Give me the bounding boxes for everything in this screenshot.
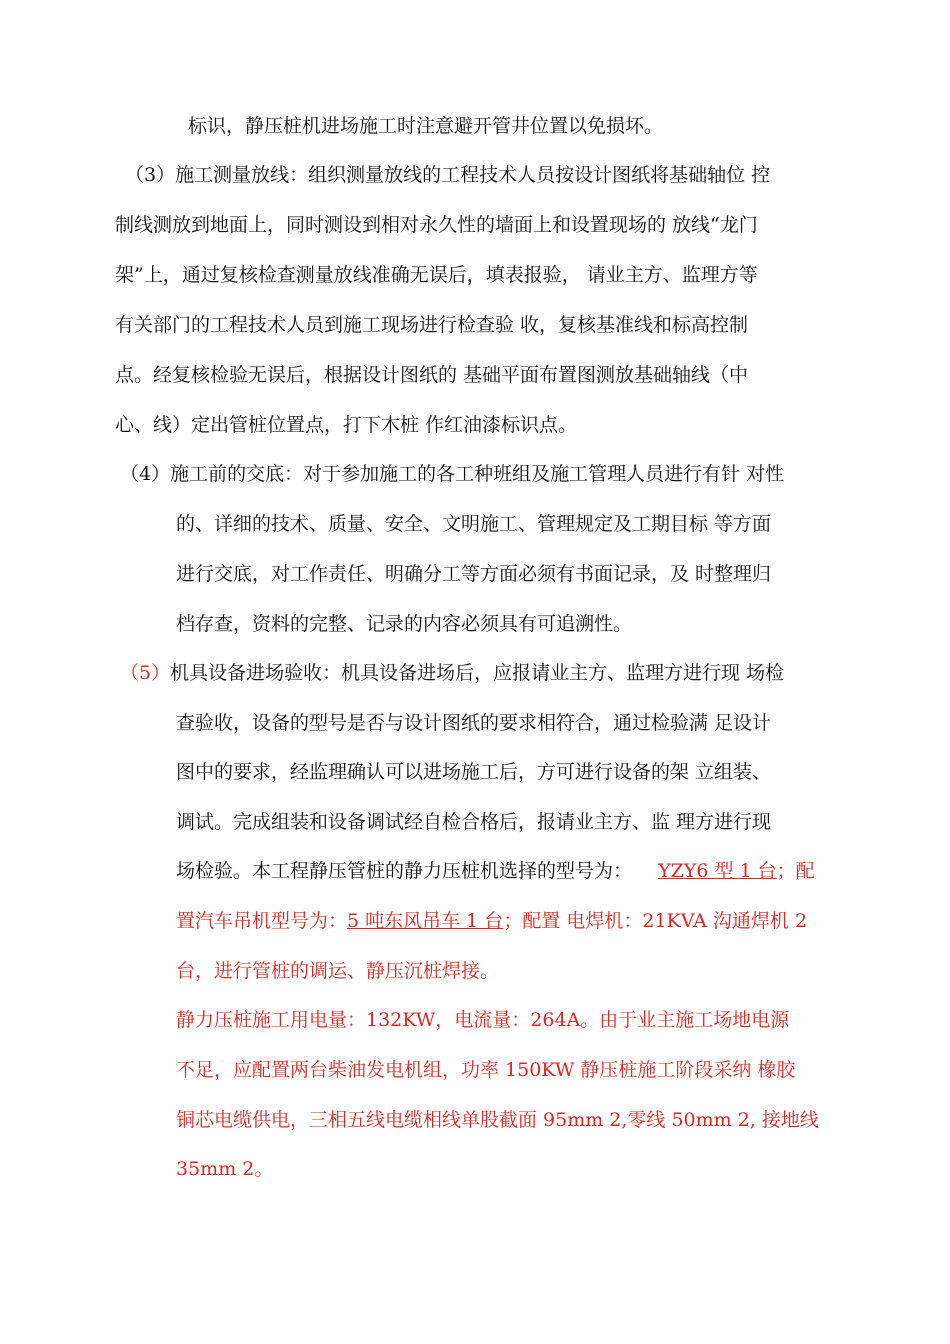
text-run: ；配置 电焊机：21KVA 沟通焊机 2 bbox=[503, 910, 808, 932]
text-line: 制线测放到地面上，同时测设到相对永久性的墙面上和设置现场的 放线“龙门 bbox=[115, 214, 758, 236]
text-line bbox=[176, 908, 807, 934]
text-line: 心、线）定出管桩位置点，打下木桩 作红油漆标识点。 bbox=[115, 414, 578, 436]
text-run: 机具设备进场验收：机具设备进场后，应报请业主方、监理方进行现 场检 bbox=[170, 662, 785, 684]
text-line: 不足，应配置两台柴油发电机组，功率 150KW 静压桩施工阶段采纳 橡胶 bbox=[176, 1059, 796, 1081]
text-line bbox=[176, 858, 815, 884]
text-line: 查验收，设备的型号是否与设计图纸的要求相符合，通过检验满 足设计 bbox=[176, 712, 772, 734]
text-line: （4）施工前的交底：对于参加施工的各工种班组及施工管理人员进行有针 对性 bbox=[120, 463, 785, 485]
pile-machine-model: YZY6 型 1 台 bbox=[658, 860, 777, 882]
text-run: 场检验。本工程静压管桩的静力压桩机选择的型号为： bbox=[176, 860, 633, 882]
text-line: （3）施工测量放线：组织测量放线的工程技术人员按设计图纸将基础轴位 控 bbox=[125, 164, 771, 186]
text-line: 铜芯电缆供电，三相五线电缆相线单股截面 95mm 2,零线 50mm 2, 接地线 bbox=[176, 1109, 819, 1131]
text-line: 调试。完成组装和设备调试经自检合格后，报请业主方、监 理方进行现 bbox=[176, 811, 772, 833]
text-line: 档存查，资料的完整、记录的内容必须具有可追溯性。 bbox=[176, 613, 633, 635]
text-line bbox=[120, 660, 784, 686]
text-line: 静力压桩施工用电量：132KW，电流量：264A。由于业主施工场地电源 bbox=[176, 1009, 790, 1031]
text-line: 点。经复核检验无误后，根据设计图纸的 基础平面布置图测放基础轴线（中 bbox=[115, 364, 749, 386]
text-line: 标识，静压桩机进场施工时注意避开管井位置以免损坏。 bbox=[188, 115, 664, 137]
text-run: ；配 bbox=[776, 860, 815, 882]
text-line: 架”上，通过复核检查测量放线准确无误后，填表报验， 请业主方、监理方等 bbox=[115, 264, 758, 286]
text-line: 台，进行管桩的调运、静压沉桩焊接。 bbox=[176, 960, 500, 982]
text-run: 置汽车吊机型号为： bbox=[176, 910, 348, 932]
text-line: 35mm 2。 bbox=[176, 1158, 274, 1180]
crane-model: 5 吨东风吊车 1 台 bbox=[347, 910, 504, 932]
text-line: 的、详细的技术、质量、安全、文明施工、管理规定及工期目标 等方面 bbox=[176, 513, 772, 535]
text-line: 有关部门的工程技术人员到施工现场进行检查验 收，复核基准线和标高控制 bbox=[115, 314, 749, 336]
text-line: 图中的要求，经监理确认可以进场施工后，方可进行设备的架 立组装、 bbox=[176, 761, 772, 783]
text-line: 进行交底，对工作责任、明确分工等方面必须有书面记录，及 时整理归 bbox=[176, 563, 772, 585]
item-number: （5） bbox=[120, 662, 171, 684]
